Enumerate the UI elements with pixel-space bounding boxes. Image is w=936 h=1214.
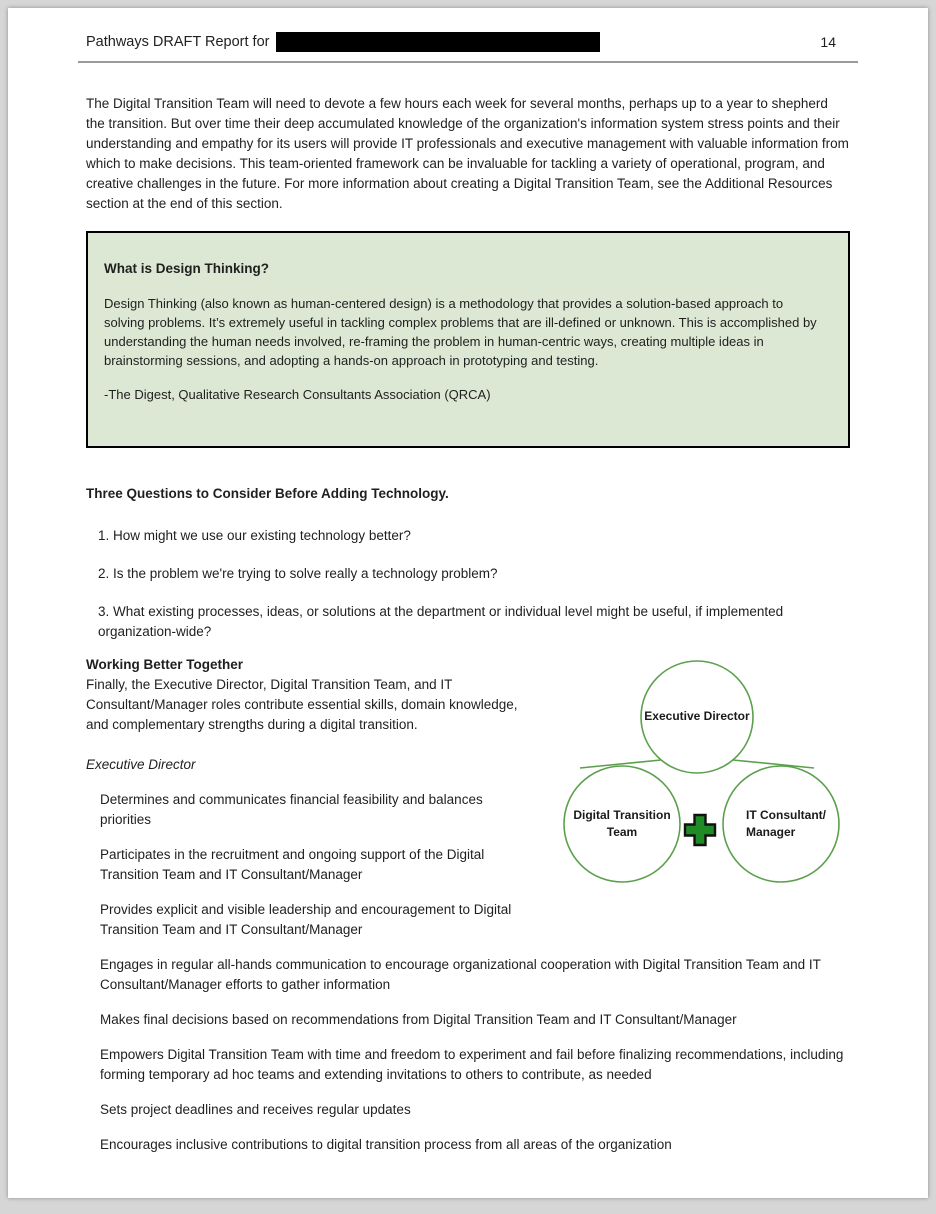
role-bullet-1: Determines and communicates financial feasibility and balances priorities [100, 792, 483, 827]
callout-body: Design Thinking (also known as human-centered design) is a methodology that provides a solution-based approach to solving problems. It’s extremely useful in tackling complex problems that are ill-defined or unknown. This is accomplished by understanding the human needs involved, re-framing the problem in human-centric ways, creating multiple ideas in brainstorming sessions, and adopting a hands-on approach in prototyping and testing. [104, 296, 817, 368]
working-better-section [86, 655, 850, 1170]
callout-title: What is Design Thinking? [104, 261, 269, 276]
three-questions-section [86, 484, 850, 642]
working-better-heading: Working Better Together [86, 657, 244, 672]
working-better-intro: Finally, the Executive Director, Digital Transition Team, and IT Consultant/Manager roles contribute essential skills, domain knowledge, and complementary strengths during a digital transition. [86, 677, 518, 732]
role-bullet-4: Engages in regular all-hands communication to encourage organizational cooperation with Digital Transition Team and IT Consultant/Manager efforts to gather information [100, 957, 821, 992]
page-header [86, 8, 850, 52]
role-bullet-3: Provides explicit and visible leadership and encouragement to Digital Transition Team and IT Consultant/Manager [100, 902, 512, 937]
header-title: Pathways DRAFT Report for [86, 34, 270, 50]
header-divider [78, 61, 858, 63]
questions-heading: Three Questions to Consider Before Adding Technology. [86, 486, 449, 501]
executive-director-label: Executive Director [644, 709, 750, 723]
digital-transition-team-label: Digital Transition Team [573, 808, 671, 839]
question-item-3: 3. What existing processes, ideas, or solutions at the department or individual level might be useful, if implemented organization-wide? [98, 604, 784, 639]
role-bullet-2: Participates in the recruitment and ongoing support of the Digital Transition Team and IT Consultant/Manager [100, 847, 485, 882]
team-roles-diagram-graphic [550, 655, 850, 895]
role-bullet-6: Empowers Digital Transition Team with time and freedom to experiment and fail before finalizing recommendations, including forming temporary ad hoc teams and extending invitations to others to contribute, as needed [100, 1047, 844, 1082]
role-bullet-7: Sets project deadlines and receives regular updates [100, 1102, 411, 1117]
document-page [8, 8, 928, 1198]
role-bullet-5: Makes final decisions based on recommendations from Digital Transition Team and IT Consultant/Manager [100, 1012, 737, 1027]
team-roles-diagram [550, 655, 850, 895]
it-consultant-manager-label: IT Consultant/ Manager [746, 808, 826, 839]
callout-attribution: -The Digest, Qualitative Research Consultants Association (QRCA) [104, 387, 491, 402]
executive-director-subheading: Executive Director [86, 757, 196, 772]
design-thinking-callout [86, 231, 850, 448]
question-item-2: 2. Is the problem we're trying to solve really a technology problem? [98, 566, 498, 581]
page-number: 14 [820, 34, 836, 50]
intro-paragraph: The Digital Transition Team will need to devote a few hours each week for several months, perhaps up to a year to shepherd the transition. But over time their deep accumulated knowledge of the organization's information system stress points and their understanding and empathy for its users will provide IT professionals and executive management with valuable information from which to make decisions. This team-oriented framework can be invaluable for tackling a variety of operational, program, and creative challenges in the future. For more information about creating a Digital Transition Team, see the Additional Resources section at the end of this section. [86, 96, 849, 211]
redacted-client-name [276, 32, 600, 52]
role-bullet-8: Encourages inclusive contributions to digital transition process from all areas of the organization [100, 1137, 672, 1152]
question-item-1: 1. How might we use our existing technology better? [98, 528, 411, 543]
